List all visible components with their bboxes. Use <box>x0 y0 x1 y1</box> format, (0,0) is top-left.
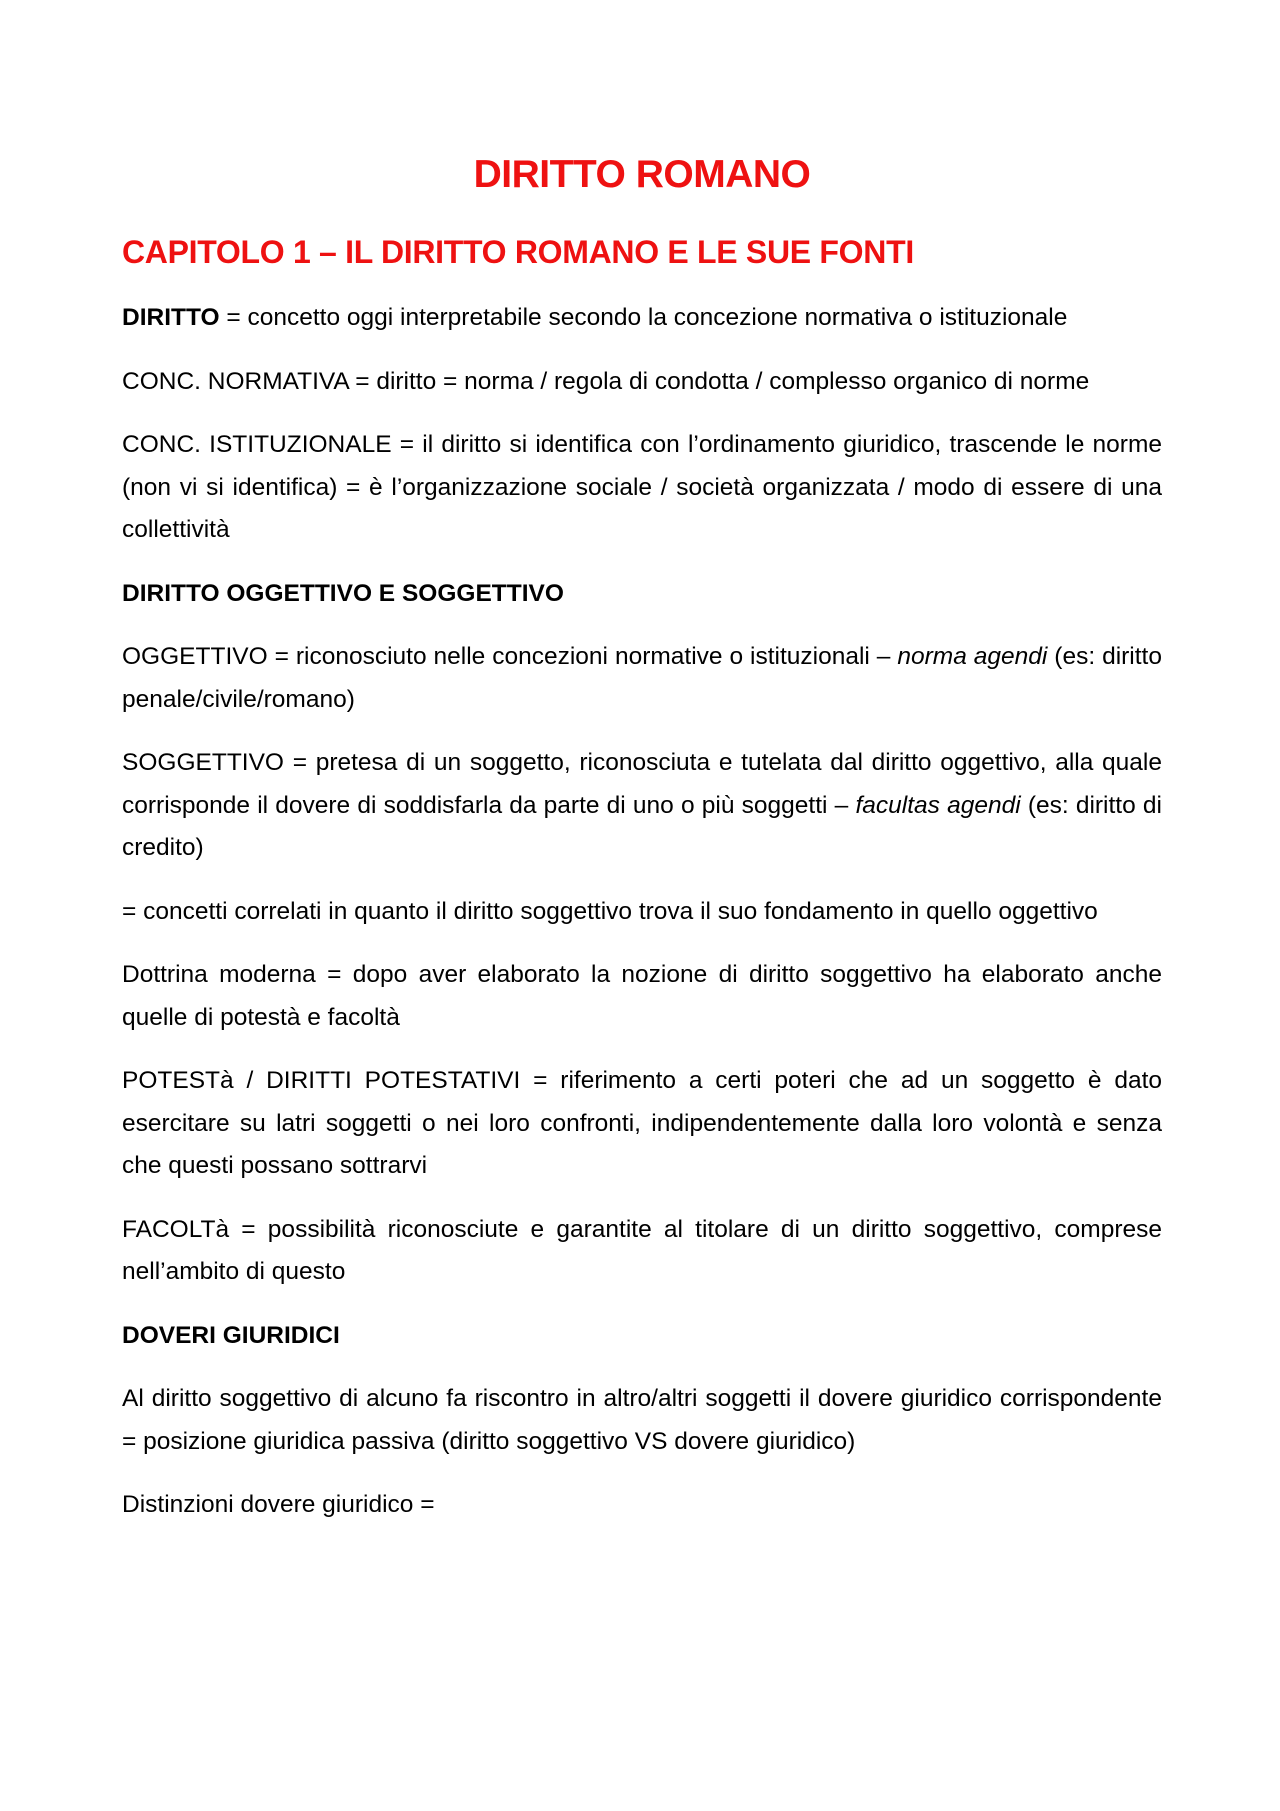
term-diritto: DIRITTO <box>122 304 220 332</box>
paragraph-conc-istituzionale: CONC. ISTITUZIONALE = il diritto si identifica con l’ordinamento giuridico, trascende le norme (non vi si identifica) = è l’organizzazione sociale / società organizzata / modo di essere di una collettività <box>122 431 1162 544</box>
paragraph-potesta: POTESTà / DIRITTI POTESTATIVI = riferimento a certi poteri che ad un soggetto è dato esercitare su latri soggetti o nei loro confronti, indipendentemente dalla loro volontà e senza che questi possano sottrarvi <box>122 1067 1162 1180</box>
paragraph-text: SOGGETTIVO = pretesa di un soggetto, riconosciuta e tutelata dal diritto oggettivo, alla quale corrisponde il dovere di soddisfarla da parte di uno o più soggetti – <box>122 749 1162 819</box>
paragraph-text: (es: diritto penale/civile/romano) <box>122 643 1162 713</box>
paragraph-dottrina-moderna: Dottrina moderna = dopo aver elaborato la nozione di diritto soggettivo ha elaborato anche quelle di potestà e facoltà <box>122 961 1162 1031</box>
paragraph-oggettivo <box>122 636 1162 721</box>
section-heading-oggettivo-soggettivo: DIRITTO OGGETTIVO E SOGGETTIVO <box>122 579 564 607</box>
paragraph-text: (es: diritto di credito) <box>122 791 1162 862</box>
paragraph-text: OGGETTIVO = riconosciuto nelle concezioni normative o istituzionali – <box>122 643 898 671</box>
document-page <box>122 152 1162 1548</box>
paragraph-conc-normativa: CONC. NORMATIVA = diritto = norma / regola di condotta / complesso organico di norme <box>122 367 1090 395</box>
paragraph-text: = concetto oggi interpretabile secondo la concezione normativa o istituzionale <box>219 304 1068 332</box>
document-title: DIRITTO ROMANO <box>473 153 811 196</box>
italic-term: norma agendi <box>897 643 1048 671</box>
paragraph-diritto <box>122 297 1162 340</box>
paragraph-soggettivo <box>122 742 1162 870</box>
paragraph-distinzioni: Distinzioni dovere giuridico = <box>122 1491 435 1519</box>
section-heading-doveri-giuridici: DOVERI GIURIDICI <box>122 1321 340 1349</box>
paragraph-facolta: FACOLTà = possibilità riconosciute e garantite al titolare di un diritto soggettivo, comprese nell’ambito di questo <box>122 1215 1162 1286</box>
paragraph-concetti-correlati: = concetti correlati in quanto il diritto soggettivo trova il suo fondamento in quello oggettivo <box>122 897 1098 925</box>
italic-term: facultas agendi <box>855 791 1021 819</box>
chapter-heading: CAPITOLO 1 – IL DIRITTO ROMANO E LE SUE FONTI <box>122 233 914 270</box>
paragraph-dovere-giuridico: Al diritto soggettivo di alcuno fa riscontro in altro/altri soggetti il dovere giuridico corrispondente = posizione giuridica passiva (diritto soggettivo VS dovere giuridico) <box>122 1385 1162 1455</box>
